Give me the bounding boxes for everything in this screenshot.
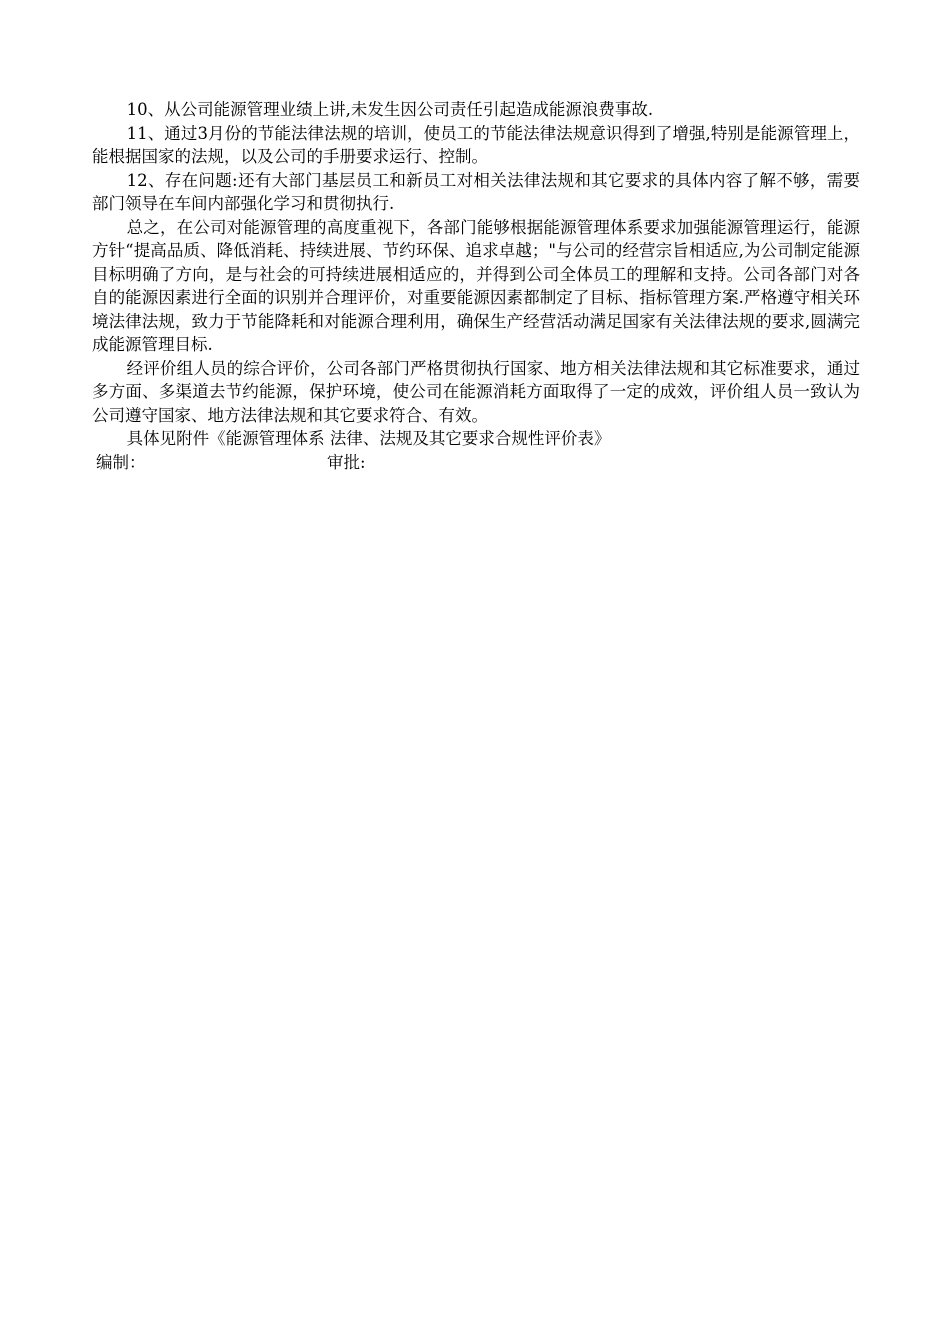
paragraph-item-12: 12、存在问题:还有大部门基层员工和新员工对相关法律法规和其它要求的具体内容了解不够，需要部门领导在车间内部强化学习和贯彻执行. — [92, 170, 860, 213]
paragraph-item-11: 11、通过3月份的节能法律法规的培训，使员工的节能法律法规意识得到了增强,特别是能源管理上，能根据国家的法规，以及公司的手册要求运行、控制。 — [92, 123, 860, 166]
document-body — [92, 98, 860, 474]
approved-by-label: 审批: — [327, 452, 366, 472]
paragraph-attachment: 具体见附件《能源管理体系 法律、法规及其它要求合规性评价表》 — [126, 429, 611, 448]
signature-row — [92, 451, 860, 475]
paragraph-summary: 总之，在公司对能源管理的高度重视下，各部门能够根据能源管理体系要求加强能源管理运行，能源方针“提高品质、降低消耗、持续进展、节约环保、追求卓越；"与公司的经营宗旨相适应,为公司制定能源目标明确了方向，是与社会的可持续进展相适应的，并得到公司全体员工的理解和支持。公司各部门对各自的能源因素进行全面的识别并合理评价，对重要能源因素都制定了目标、指标管理方案.严格遵守相关环境法律法规，致力于节能降耗和对能源合理利用，确保生产经营活动满足国家有关法律法规的要求,圆满完成能源管理目标. — [92, 217, 860, 354]
prepared-by-label: 编制： — [96, 452, 146, 472]
paragraph-evaluation: 经评价组人员的综合评价，公司各部门严格贯彻执行国家、地方相关法律法规和其它标准要求，通过多方面、多渠道去节约能源，保护环境，使公司在能源消耗方面取得了一定的成效，评价组人员一致认为公司遵守国家、地方法律法规和其它要求符合、有效。 — [92, 358, 860, 425]
paragraph-item-10: 10、从公司能源管理业绩上讲,未发生因公司责任引起造成能源浪费事故. — [126, 100, 654, 119]
